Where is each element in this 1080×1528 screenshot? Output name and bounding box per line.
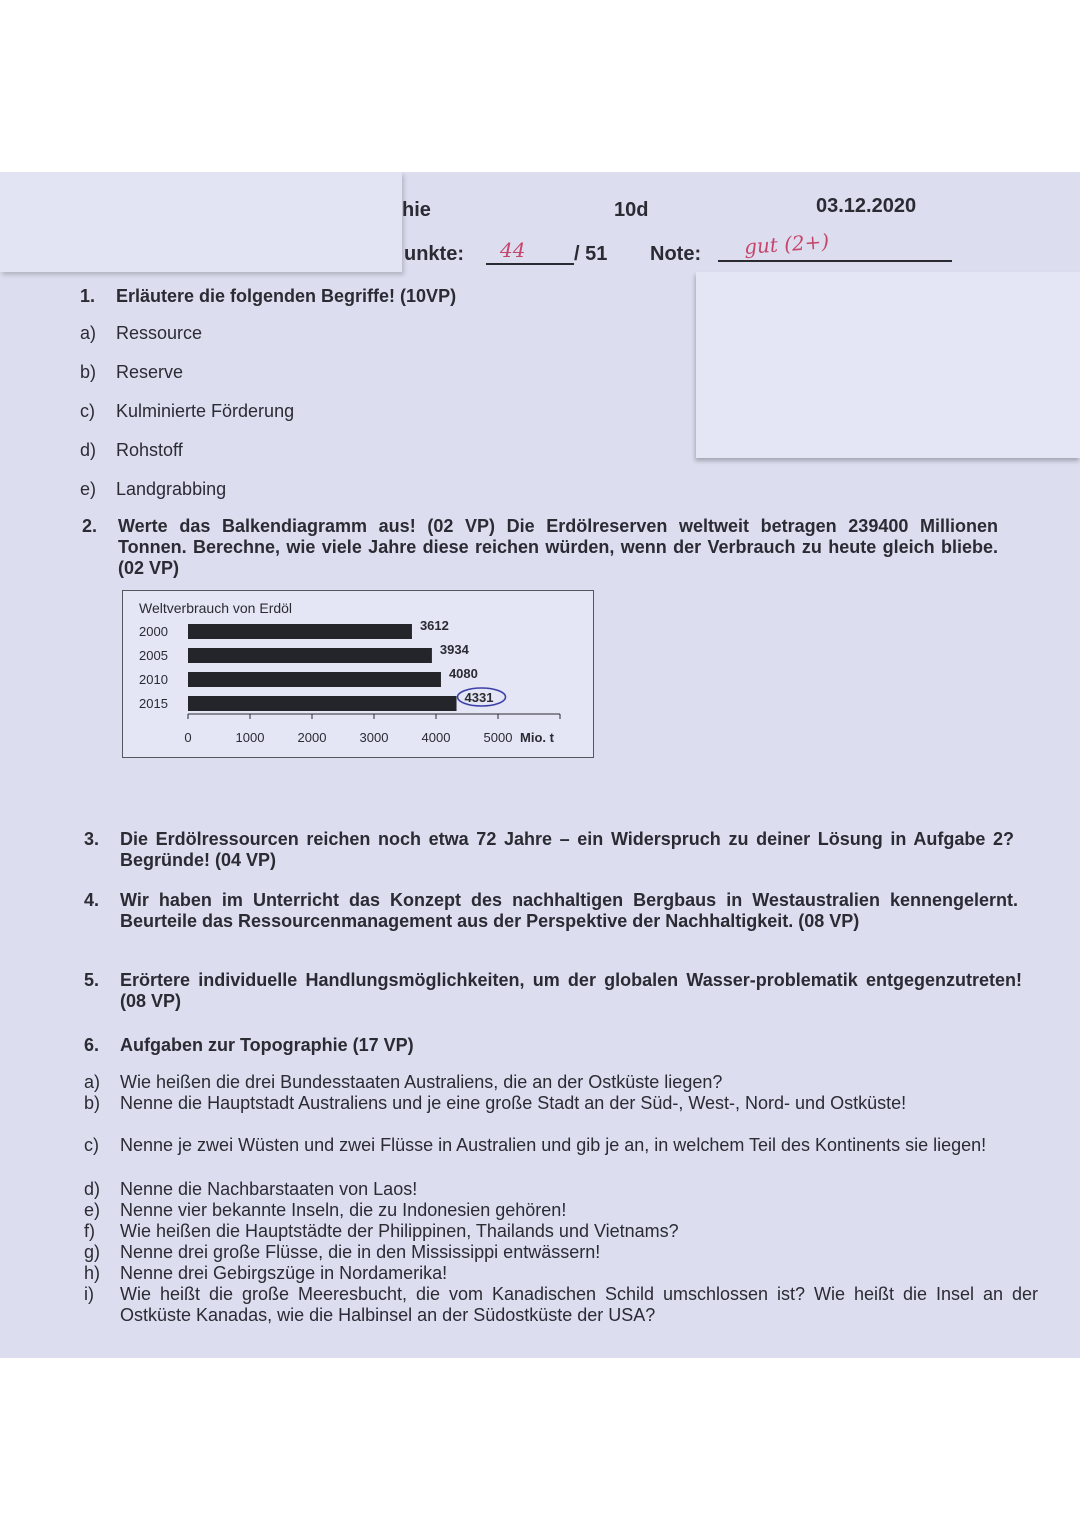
list-item: e) Landgrabbing	[80, 479, 227, 499]
task-number: 2.	[82, 516, 98, 536]
task-1	[80, 286, 700, 308]
task-number: 3.	[84, 829, 100, 849]
x-tick-label: 1000	[235, 730, 265, 745]
task-3	[84, 829, 1014, 873]
grade-label: Note:	[650, 243, 702, 265]
bar	[188, 672, 441, 687]
list-item: c) Nenne je zwei Wüsten und zwei Flüsse in Australien und gib je an, in welchem Teil des Kontinents sie liegen!	[84, 1135, 987, 1155]
task-2	[82, 516, 998, 582]
category-label: 2015	[139, 696, 168, 711]
list-item: c) Kulminierte Förderung	[80, 401, 295, 421]
x-tick-label: 5000	[483, 730, 513, 745]
list-item: i) Wie heißt die große Meeresbucht, die vom Kanadischen Schild umschlossen ist? Wie heißt die Insel an der Ostküste Kanadas, wie die Halbinsel an der Südostküste der USA?	[84, 1284, 1038, 1325]
list-item: g) Nenne drei große Flüsse, die in den Mississippi entwässern!	[84, 1242, 601, 1262]
points-label: unkte:	[404, 243, 464, 265]
value-label: 4080	[448, 666, 478, 681]
task-4	[84, 890, 1018, 956]
list-item: a) Ressource	[80, 323, 203, 343]
exam-date: 03.12.2020	[816, 195, 917, 217]
points-underline	[486, 263, 574, 265]
task-text: Erläutere die folgenden Begriffe! (10VP)	[116, 286, 457, 306]
task-number: 6.	[84, 1035, 100, 1055]
task-text: Aufgaben zur Topographie (17 VP)	[120, 1035, 414, 1055]
value-label: 4331	[464, 690, 494, 705]
list-item: d) Nenne die Nachbarstaaten von Laos!	[84, 1179, 418, 1199]
task-text: Werte das Balkendiagramm aus! (02 VP) Die Erdölreserven weltweit betragen 239400 Millionen Tonnen. Berechne, wie viele Jahre diese reichen würden, wenn der Verbrauch zu heute gleich bliebe. (02 VP)	[118, 516, 998, 578]
task-5	[84, 970, 1022, 1014]
value-label: 3934	[439, 642, 469, 657]
list-item: d) Rohstoff	[80, 440, 183, 460]
task-text: Wir haben im Unterricht das Konzept des nachhaltigen Bergbaus in Westaustralien kennengelernt. Beurteile das Ressourcenmanagement aus der Perspektive der Nachhaltigkeit. (08 VP)	[120, 890, 1018, 931]
cover-patch-left	[0, 172, 402, 272]
grade-value: gut (2+)	[743, 229, 830, 259]
list-item: h) Nenne drei Gebirgszüge in Nordamerika!	[84, 1263, 448, 1283]
bar	[188, 648, 432, 663]
bar-chart	[123, 591, 593, 757]
x-tick-label: 3000	[359, 730, 389, 745]
category-label: 2010	[139, 672, 168, 687]
task-number: 4.	[84, 890, 100, 910]
task-number: 1.	[80, 286, 96, 306]
x-tick-label: 2000	[297, 730, 327, 745]
x-tick-label: 0	[184, 730, 192, 745]
list-item: e) Nenne vier bekannte Inseln, die zu Indonesien gehören!	[84, 1200, 567, 1220]
chart-title: Weltverbrauch von Erdöl	[139, 600, 293, 616]
category-label: 2000	[139, 624, 168, 639]
x-axis-unit: Mio. t	[520, 730, 554, 745]
task-text: Die Erdölressourcen reichen noch etwa 72 Jahre – ein Widerspruch zu deiner Lösung in Aufgabe 2? Begründe! (04 VP)	[120, 829, 1014, 870]
worksheet	[0, 172, 1080, 1358]
task-text: Erörtere individuelle Handlungsmöglichkeiten, um der globalen Wasser-problematik entgegenzutreten! (08 VP)	[120, 970, 1022, 1011]
list-item: a) Wie heißen die drei Bundesstaaten Australiens, die an der Ostküste liegen?	[84, 1072, 723, 1092]
category-label: 2005	[139, 648, 168, 663]
bar	[188, 696, 457, 711]
x-tick-label: 4000	[421, 730, 451, 745]
grade-underline	[718, 260, 952, 262]
list-item: b) Reserve	[80, 362, 184, 382]
list-item: b) Nenne die Hauptstadt Australiens und je eine große Stadt an der Süd-, West-, Nord- und Ostküste!	[84, 1093, 907, 1113]
points-value: 44	[500, 238, 526, 262]
task-number: 5.	[84, 970, 100, 990]
points-max: / 51	[574, 243, 608, 265]
list-item: f) Wie heißen die Hauptstädte der Philippinen, Thailands und Vietnams?	[84, 1221, 679, 1241]
cover-patch-right	[696, 272, 1080, 458]
value-label: 3612	[419, 618, 449, 633]
oil-consumption-chart	[122, 590, 594, 758]
class-label: 10d	[614, 199, 649, 221]
task-6	[84, 1035, 784, 1057]
subject-title: hie	[402, 199, 431, 221]
bar	[188, 624, 412, 639]
